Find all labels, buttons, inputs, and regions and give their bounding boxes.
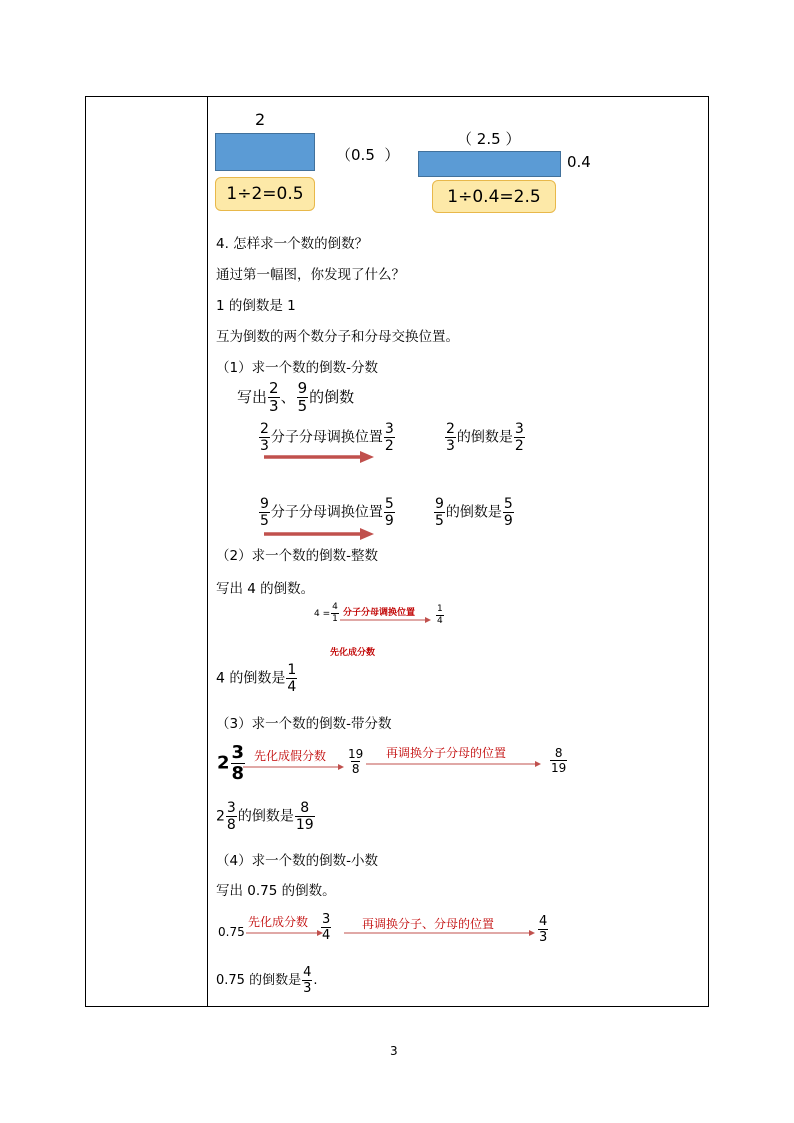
- swap-label: 分子分母调换位置: [270, 429, 383, 446]
- diagram1-equation-box: [215, 177, 315, 211]
- whole-part: 2: [216, 808, 225, 825]
- part3-arrow1: [243, 764, 345, 770]
- period: .: [313, 973, 318, 988]
- numerator: 3: [514, 421, 524, 437]
- numerator: 9: [297, 379, 308, 397]
- part4-result: [216, 966, 318, 995]
- part1-result-a: [444, 422, 526, 453]
- fraction-3-8: [226, 801, 237, 832]
- denominator: 3: [260, 438, 269, 454]
- part4-decimal: 0.75: [218, 925, 245, 939]
- part2-result-fraction: [435, 605, 445, 626]
- content-table: [85, 96, 709, 1007]
- answer-value: 0.5: [351, 146, 375, 164]
- fraction-1-4: [286, 663, 297, 694]
- part4-prompt: 写出 0.75 的倒数。: [216, 883, 336, 899]
- part4-reciprocal-fraction: [537, 915, 549, 944]
- denominator: 19: [551, 761, 567, 775]
- part2-first-step: 先化成分数: [330, 648, 376, 658]
- fraction-3-2: [514, 422, 525, 453]
- part1-prompt: [237, 381, 354, 414]
- denominator: 9: [503, 513, 513, 529]
- diagram1-equation: 1÷2=0.5: [226, 184, 304, 204]
- numerator: 3: [322, 912, 331, 927]
- fraction-9-5: [259, 497, 270, 528]
- q4-discover: 通过第一幅图，你发现了什么？: [216, 267, 405, 283]
- fraction-4-3: [538, 915, 548, 944]
- red-arrow-a: [264, 450, 376, 464]
- denominator: 4: [437, 616, 443, 626]
- numerator: 4: [332, 602, 338, 612]
- numerator: 4: [539, 914, 548, 929]
- separator: 、: [280, 388, 296, 406]
- denominator: 19: [295, 817, 314, 833]
- numerator: 5: [384, 496, 394, 512]
- fraction-4-3: [302, 966, 312, 995]
- fraction-9-5: [297, 381, 309, 414]
- diagram2-answer: [457, 128, 520, 149]
- part2-prompt: 写出 4 的倒数。: [216, 581, 315, 597]
- part2-equation: [314, 603, 340, 624]
- part2-title: （2）求一个数的倒数-整数: [216, 548, 378, 564]
- fraction-9-5: [434, 497, 445, 528]
- page-number: 3: [390, 1044, 398, 1058]
- part4-arrow2: [344, 930, 536, 936]
- answer-value: 2.5: [476, 130, 501, 148]
- part4-step2-label: 再调换分子、分母的位置: [362, 917, 495, 931]
- diagram2-rectangle: [418, 151, 561, 177]
- part4-arrow1: [246, 930, 324, 936]
- diagram2-length-label: 0.4: [567, 153, 591, 171]
- q4-one-reciprocal: 1 的倒数是 1: [216, 298, 296, 314]
- part3-improper-fraction: [346, 748, 365, 775]
- denominator: 8: [231, 763, 245, 784]
- denominator: 4: [322, 928, 331, 943]
- part1-title: （1）求一个数的倒数-分数: [216, 360, 378, 376]
- denominator: 3: [269, 397, 279, 415]
- red-arrow-b: [264, 527, 376, 541]
- q4-heading: 4. 怎样求一个数的倒数？: [216, 236, 369, 252]
- part3-result: [216, 801, 316, 832]
- denominator: 3: [446, 438, 455, 454]
- table-column-divider: [207, 97, 208, 1006]
- numerator: 9: [435, 496, 444, 512]
- diagram1-answer: [336, 144, 399, 165]
- denominator: 1: [332, 614, 338, 624]
- part4-fraction: [320, 913, 332, 942]
- numerator: 19: [348, 747, 364, 761]
- fraction-2-3: [445, 422, 456, 453]
- result-prefix: 0.75 的倒数是: [216, 973, 302, 988]
- part3-arrow2: [366, 761, 542, 767]
- denominator: 3: [303, 981, 312, 996]
- paren-right: ）: [384, 146, 400, 164]
- denominator: 4: [287, 679, 297, 695]
- numerator: 8: [554, 746, 563, 760]
- result-text: 的倒数是: [445, 504, 502, 521]
- whole-part: 2: [217, 752, 230, 774]
- fraction-4-1: [331, 603, 339, 624]
- numerator: 9: [260, 496, 269, 512]
- numerator: 2: [269, 379, 279, 397]
- result-text: 的倒数是: [237, 808, 294, 825]
- fraction-3-2: [384, 422, 395, 453]
- part2-swap-label: 分子分母调换位置: [343, 608, 416, 618]
- denominator: 2: [384, 438, 394, 454]
- part3-step2-label: 再调换分子分母的位置: [386, 746, 507, 760]
- prompt-suffix: 的倒数: [309, 388, 355, 406]
- diagram1-rectangle: [215, 133, 315, 171]
- fraction-5-9: [503, 497, 514, 528]
- part3-mixed-number: [217, 744, 246, 783]
- part3-title: （3）求一个数的倒数-带分数: [216, 716, 392, 732]
- numerator: 3: [384, 421, 394, 437]
- numerator: 2: [446, 421, 455, 437]
- denominator: 5: [435, 513, 444, 529]
- diagram2-equation-box: [432, 180, 556, 213]
- four-equals: 4 =: [314, 609, 331, 619]
- numerator: 3: [226, 800, 236, 816]
- q4-swap-rule: 互为倒数的两个数分子和分母交换位置。: [216, 329, 459, 345]
- part1-result-b: [433, 497, 515, 528]
- part3-reciprocal-fraction: [549, 747, 568, 774]
- numerator: 4: [303, 965, 312, 980]
- paren-left: （: [457, 130, 473, 148]
- part1-step-b: [258, 497, 396, 528]
- denominator: 5: [297, 397, 308, 415]
- fraction-2-3: [268, 381, 280, 414]
- fraction-19-8: [347, 748, 364, 775]
- denominator: 3: [539, 930, 548, 945]
- part3-step1-label: 先化成假分数: [254, 749, 327, 763]
- paren-right: ）: [505, 130, 521, 148]
- result-prefix: 4 的倒数是: [216, 670, 286, 687]
- swap-label: 分子分母调换位置: [270, 504, 383, 521]
- numerator: 8: [300, 800, 310, 816]
- denominator: 5: [260, 513, 269, 529]
- part4-step1-label: 先化成分数: [248, 915, 309, 929]
- fraction-2-3: [259, 422, 270, 453]
- fraction-8-19: [295, 801, 315, 832]
- numerator: 1: [287, 662, 297, 678]
- prompt-prefix: 写出: [237, 388, 268, 406]
- diagram2-equation: 1÷0.4=2.5: [447, 186, 541, 207]
- numerator: 3: [231, 742, 245, 763]
- part4-title: （4）求一个数的倒数-小数: [216, 853, 378, 869]
- fraction-5-9: [384, 497, 395, 528]
- diagram1-length-label: 2: [255, 110, 266, 129]
- fraction-3-4: [321, 913, 331, 942]
- part2-arrow: [340, 617, 432, 623]
- part2-result: [216, 663, 298, 694]
- numerator: 1: [437, 604, 443, 614]
- numerator: 2: [260, 421, 269, 437]
- denominator: 2: [514, 438, 524, 454]
- fraction-1-4: [436, 605, 444, 626]
- fraction-8-19: [550, 747, 567, 774]
- result-text: 的倒数是: [456, 429, 513, 446]
- denominator: 8: [226, 817, 236, 833]
- denominator: 9: [384, 513, 394, 529]
- denominator: 8: [351, 762, 360, 776]
- part1-step-a: [258, 422, 396, 453]
- numerator: 5: [503, 496, 513, 512]
- paren-left: （: [336, 146, 352, 164]
